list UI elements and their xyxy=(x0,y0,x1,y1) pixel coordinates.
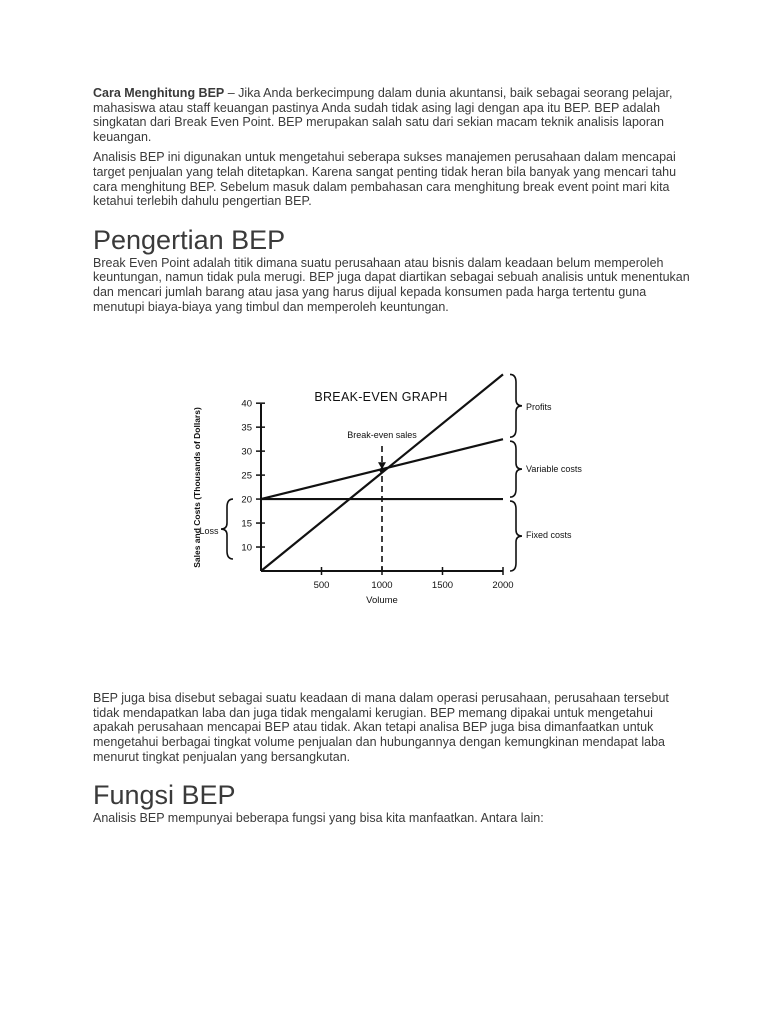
intro-text: – Jika Anda berkecimpung dalam dunia akuntansi, baik sebagai seorang pelajar, mahasiswa atau staff keuangan pastinya Anda sudah tidak asing lagi dengan apa itu BEP. BEP adalah singkatan dari Break Even Point. BEP merupakan salah satu dari sekian macam teknik analisis laporan keuangan. xyxy=(93,86,673,144)
article xyxy=(93,86,693,826)
y-tick-label: 15 xyxy=(241,518,252,530)
fixed-costs-label: Fixed costs xyxy=(526,530,572,541)
y-axis-label: Sales and Costs (Thousands of Dollars) xyxy=(192,407,202,568)
heading-pengertian: Pengertian BEP xyxy=(93,224,286,255)
variable-costs-brace xyxy=(510,441,522,497)
loss-label: Loss xyxy=(199,526,219,537)
fungsi-paragraph: Analisis BEP mempunyai beberapa fungsi yang bisa kita manfaatkan. Antara lain: xyxy=(93,811,544,826)
x-tick-label: 1500 xyxy=(431,580,454,592)
x-tick-label: 500 xyxy=(313,580,330,592)
y-tick-label: 20 xyxy=(241,494,252,506)
x-tick-label: 2000 xyxy=(492,580,514,592)
y-tick-label: 30 xyxy=(241,446,252,458)
bep-explanation-paragraph: BEP juga bisa disebut sebagai suatu keadaan di mana dalam operasi perusahaan, perusahaan tersebut tidak mendapatkan laba dan juga tidak mengalami kerugian. BEP memang dipakai untuk mengetahui apakah perusahaan mencapai BEP atau tidak. Akan tetapi analisa BEP juga bisa dimanfaatkan untuk mengetahui berbagai tingkat volume penjualan dan hubungannya dengan kemungkinan mendapat laba menurut tingkat penjualan yang bersangkutan. xyxy=(93,691,669,764)
intro-lead: Cara Menghitung BEP xyxy=(93,86,225,100)
heading-fungsi: Fungsi BEP xyxy=(93,780,236,811)
break-even-point xyxy=(380,468,385,473)
x-axis-label: Volume xyxy=(366,595,398,607)
y-tick-label: 40 xyxy=(241,398,252,410)
loss-brace xyxy=(221,499,233,559)
profits-brace xyxy=(510,375,522,438)
fixed-costs-brace xyxy=(510,501,522,571)
profits-label: Profits xyxy=(526,401,552,412)
break-even-label: Break-even sales xyxy=(347,430,417,441)
y-tick-label: 25 xyxy=(241,470,252,482)
intro-paragraph xyxy=(93,86,693,144)
y-tick-label: 35 xyxy=(241,422,252,434)
y-tick-label: 10 xyxy=(241,542,252,554)
break-even-graph xyxy=(181,384,611,634)
pengertian-paragraph: Break Even Point adalah titik dimana suatu perusahaan atau bisnis dalam keadaan belum memperoleh keuntungan, namun tidak pula merugi. BEP juga dapat diartikan sebagai sebuah analisis untuk menentukan dan mencari jumlah barang atau jasa yang harus dijual kepada konsumen pada harga tertentu guna menutupi biaya-biaya yang timbul dan memperoleh keuntungan. xyxy=(93,255,690,314)
variable-costs-label: Variable costs xyxy=(526,464,582,475)
chart-title: BREAK-EVEN GRAPH xyxy=(314,390,448,405)
x-tick-label: 1000 xyxy=(371,580,393,592)
break-even-figure xyxy=(93,314,693,691)
intro-paragraph-2: Analisis BEP ini digunakan untuk mengetahui seberapa sukses manajemen perusahaan dalam mencapai target penjualan yang telah ditetapkan. Karena sangat penting tidak heran bila banyak yang mencari tahu cara menghitung BEP. Sebelum masuk dalam pembahasan cara menghitung break event point mari kita ketahui terlebih dahulu pengertian BEP. xyxy=(93,150,677,209)
